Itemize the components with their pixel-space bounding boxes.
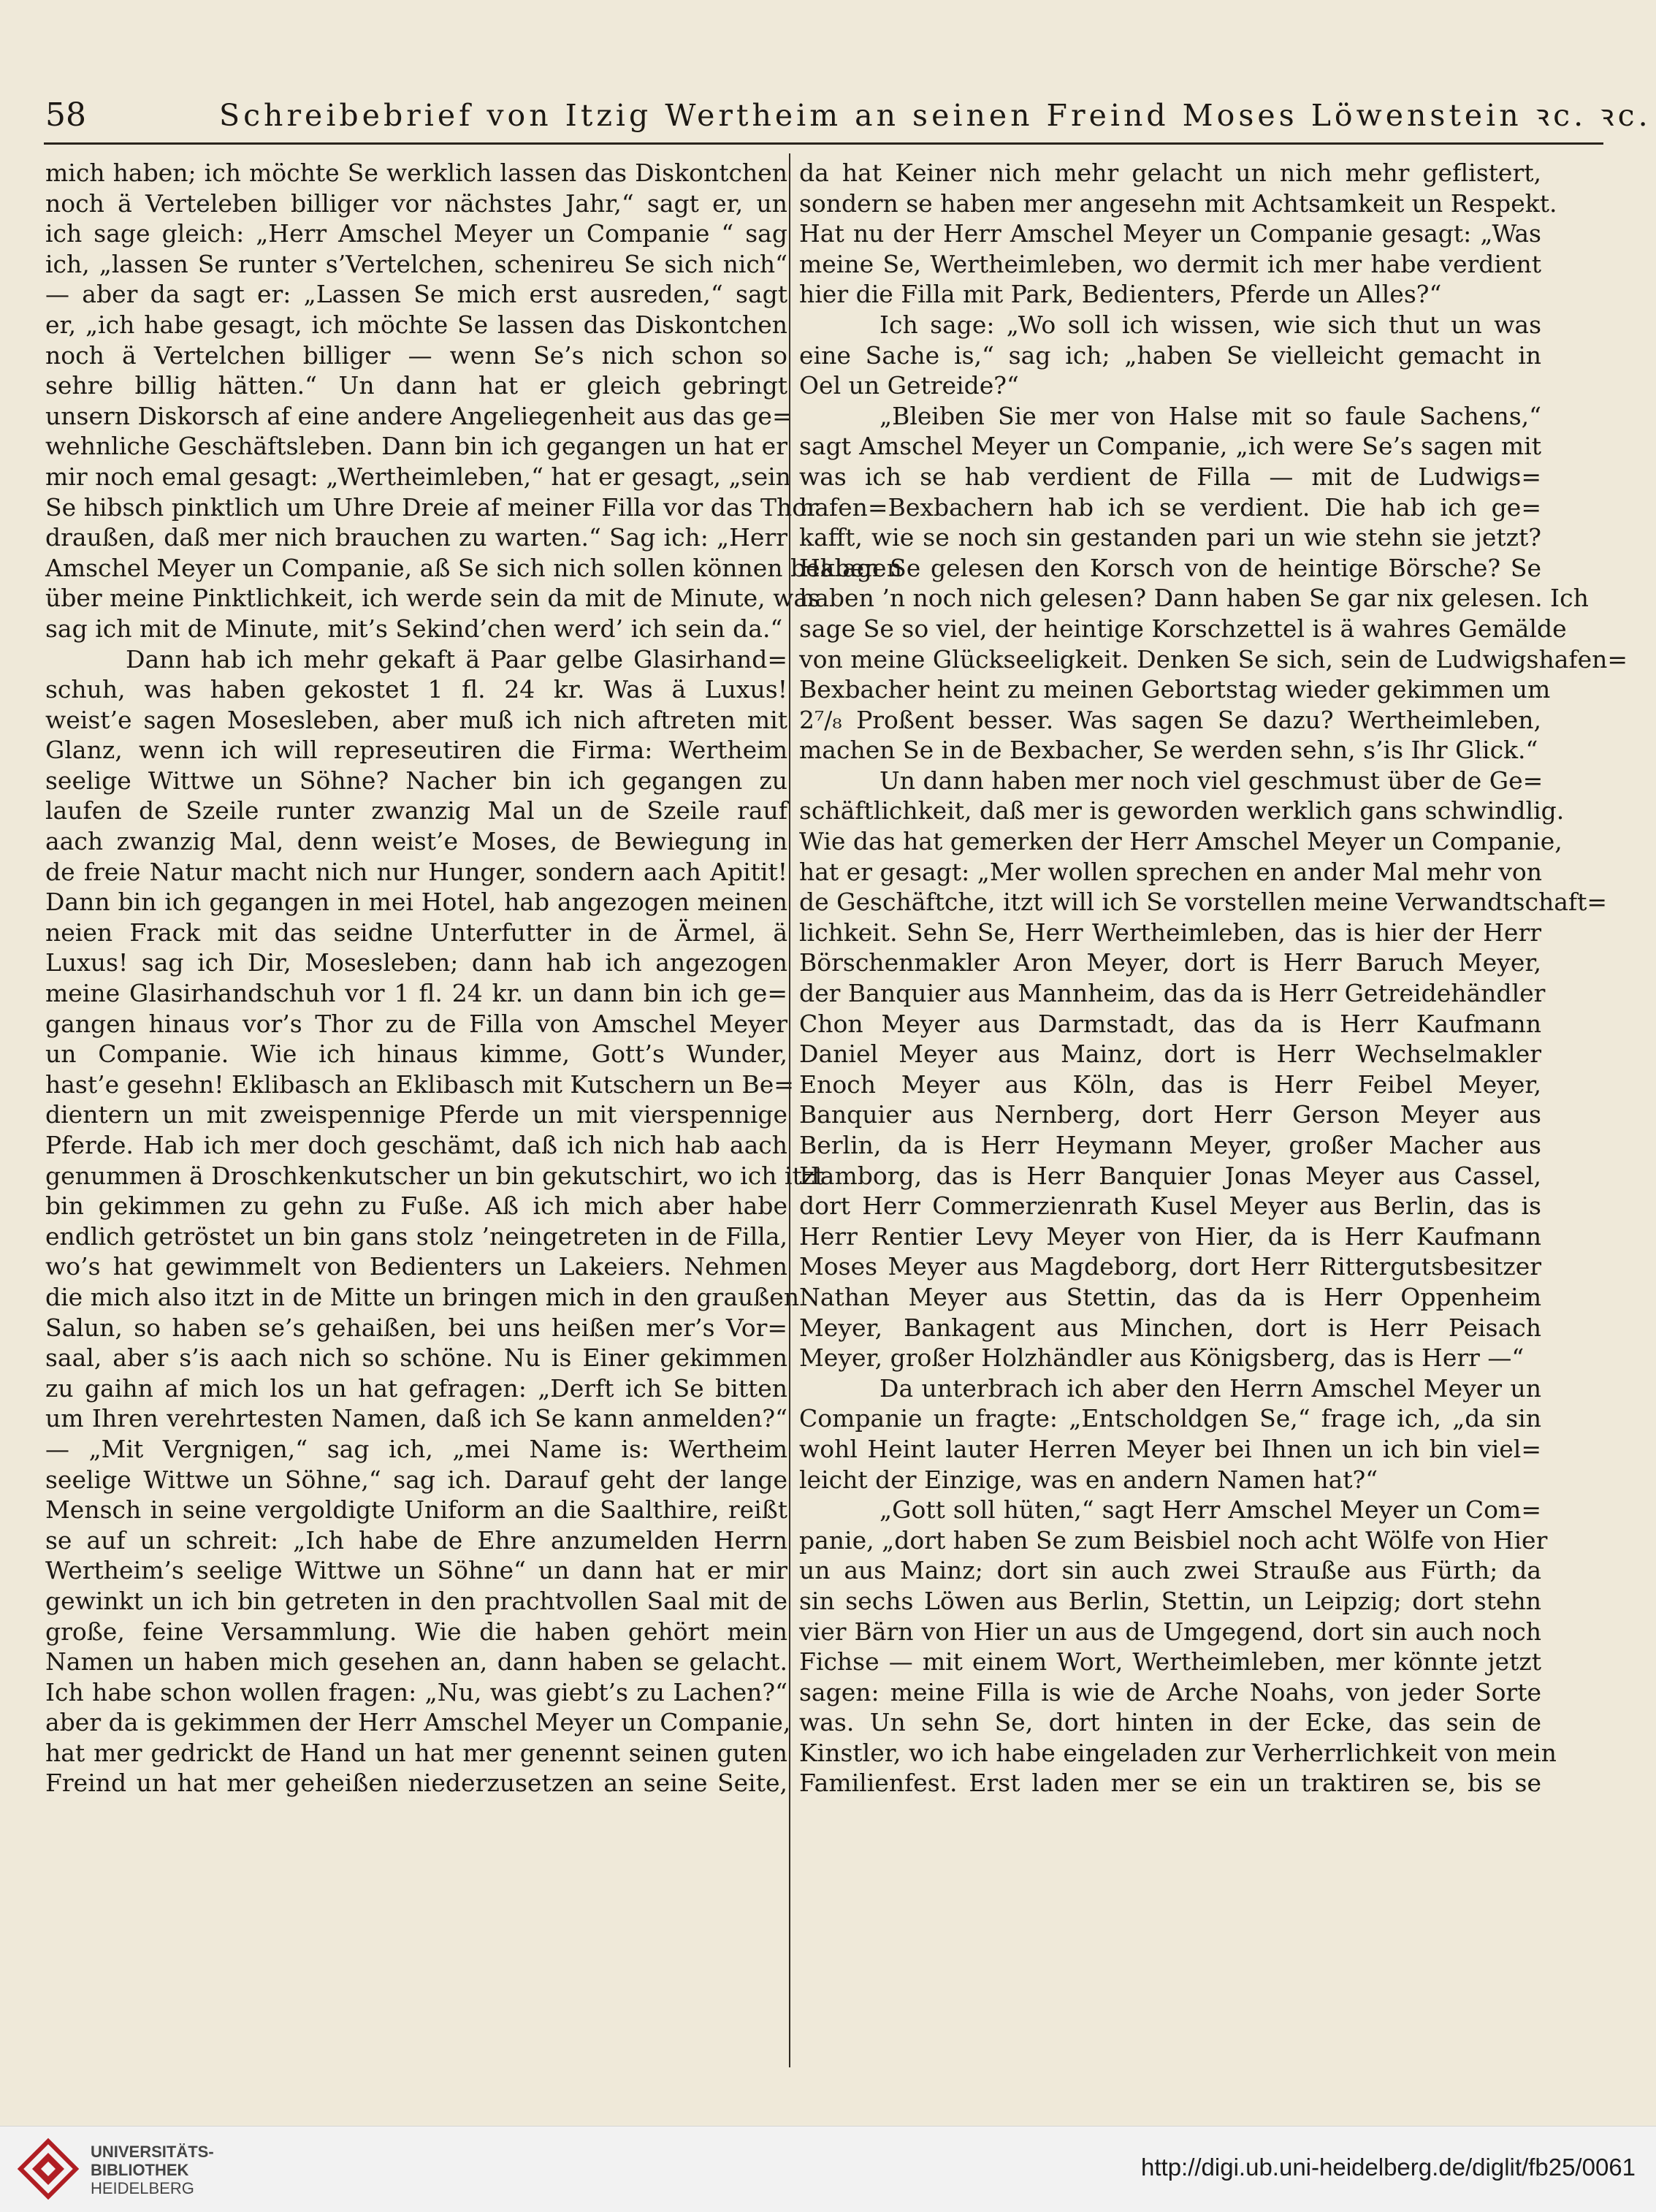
left-text-line: gangen hinaus vor’s Thor zu de Filla von Amschel Meyer xyxy=(45,1009,787,1038)
right-text-line: sage Se so viel, der heintige Korschzettel is ä wahres Gemälde xyxy=(799,614,1567,643)
left-text-line: Salun, so haben se’s gehaißen, bei uns heißen mer’s Vor= xyxy=(45,1313,787,1342)
right-text-line: meine Se, Wertheimleben, wo dermit ich mer habe verdient xyxy=(799,249,1541,278)
right-text-line: dort Herr Commerzienrath Kusel Meyer aus Berlin, das is xyxy=(799,1191,1541,1221)
right-text-line: Moses Meyer aus Magdeborg, dort Herr Rittergutsbesitzer xyxy=(799,1252,1541,1281)
right-text-line: Banquier aus Nernberg, dort Herr Gerson Meyer aus xyxy=(799,1100,1541,1129)
left-text-line: schuh, was haben gekostet 1 fl. 24 kr. Was ä Luxus! xyxy=(45,675,787,704)
right-text-line: Enoch Meyer aus Köln, das is Herr Feibel Meyer, xyxy=(799,1069,1541,1099)
left-text-line: Wertheim’s seelige Wittwe un Söhne“ un dann hat er mir xyxy=(45,1556,787,1585)
right-text-line: Oel un Getreide?“ xyxy=(799,371,1019,400)
left-text-column xyxy=(45,158,902,2072)
footer-bar xyxy=(0,2126,1656,2212)
right-text-line: sondern se haben mer angesehn mit Achtsamkeit un Respekt. xyxy=(799,188,1557,218)
right-text-line: der Banquier aus Mannheim, das da is Herr Getreidehändler xyxy=(799,979,1546,1008)
left-text-line: ich, „lassen Se runter s’Vertelchen, schenireu Se sich nich“ xyxy=(45,249,787,278)
right-text-line: hat er gesagt: „Mer wollen sprechen en ander Mal mehr von xyxy=(799,857,1543,886)
left-text-line: laufen de Szeile runter zwanzig Mal un de Szeile rauf xyxy=(45,796,787,825)
library-name-line-3: HEIDELBERG xyxy=(91,2179,194,2197)
right-text-line: hier die Filla mit Park, Bedienters, Pferde un Alles?“ xyxy=(799,280,1442,309)
right-text-line: Companie un fragte: „Entscholdgen Se,“ frage ich, „da sin xyxy=(799,1404,1541,1433)
right-text-line: was. Un sehn Se, dort hinten in der Ecke, das sein de xyxy=(799,1708,1541,1737)
right-text-line: schäftlichkeit, daß mer is geworden werklich gans schwindlig. xyxy=(799,796,1565,825)
right-text-line: panie, „dort haben Se zum Beisbiel noch acht Wölfe von Hier xyxy=(799,1525,1548,1555)
left-text-line: Glanz, wenn ich will represeutiren die Firma: Wertheim xyxy=(45,736,787,765)
left-text-line: Namen un haben mich gesehen an, dann haben se gelacht. xyxy=(45,1647,787,1677)
right-text-line: Fichse — mit einem Wort, Wertheimleben, mer könnte jetzt xyxy=(799,1647,1541,1677)
permalink-url[interactable]: http://digi.ub.uni-heidelberg.de/diglit/fb25/0061 xyxy=(1141,2154,1636,2181)
running-head: Schreibebrief von Itzig Wertheim an seinen Freind Moses Löwenstein ꝛc. ꝛc. xyxy=(219,98,1652,133)
left-text-line: Dann bin ich gegangen in mei Hotel, hab angezogen meinen xyxy=(45,888,787,917)
left-text-line: Luxus! sag ich Dir, Mosesleben; dann hab ich angezogen xyxy=(45,948,787,977)
left-text-line: de freie Natur macht nich nur Hunger, sondern aach Apitit! xyxy=(45,857,787,886)
left-text-line: — aber da sagt er: „Lassen Se mich erst ausreden,“ sagt xyxy=(45,280,787,309)
right-text-line: Hamborg, das is Herr Banquier Jonas Meyer aus Cassel, xyxy=(799,1161,1541,1190)
right-text-line: lichkeit. Sehn Se, Herr Wertheimleben, das is hier der Herr xyxy=(799,918,1541,947)
left-text-line: Dann hab ich mehr gekaft ä Paar gelbe Glasirhand= xyxy=(126,644,787,674)
left-text-line: noch ä Vertelchen billiger — wenn Se’s nich schon so xyxy=(45,340,787,370)
right-text-line: hafen=Bexbachern hab ich se verdient. Die hab ich ge= xyxy=(799,492,1541,522)
library-name-line-2: BIBLIOTHEK xyxy=(91,2161,189,2179)
right-text-line: Haben Se gelesen den Korsch von de heintige Börsche? Se xyxy=(799,553,1541,582)
left-text-line: saal, aber s’is aach nich so schöne. Nu is Einer gekimmen xyxy=(45,1343,787,1373)
left-text-line: wo’s hat gewimmelt von Bedienters un Lakeiers. Nehmen xyxy=(45,1252,787,1281)
right-text-line: Bexbacher heint zu meinen Gebortstag wieder gekimmen um xyxy=(799,675,1551,704)
right-text-line: sagt Amschel Meyer un Companie, „ich were Se’s sagen mit xyxy=(799,432,1541,461)
left-text-line: weist’e sagen Mosesleben, aber muß ich nich aftreten mit xyxy=(45,705,787,734)
left-text-line: bin gekimmen zu gehn zu Fuße. Aß ich mich aber habe xyxy=(45,1191,787,1221)
right-text-line: Chon Meyer aus Darmstadt, das da is Herr Kaufmann xyxy=(799,1009,1541,1038)
left-text-line: die mich also itzt in de Mitte un bringen mich in den graußen xyxy=(45,1282,800,1311)
left-text-line: sag ich mit de Minute, mit’s Sekind’chen werd’ ich sein da.“ xyxy=(45,614,783,643)
right-text-line: Da unterbrach ich aber den Herrn Amschel Meyer un xyxy=(879,1373,1541,1403)
left-text-line: seelige Wittwe un Söhne? Nacher bin ich gegangen zu xyxy=(45,766,787,795)
right-text-line: sagen: meine Filla is wie de Arche Noahs, von jeder Sorte xyxy=(799,1677,1541,1706)
right-text-line: Un dann haben mer noch viel geschmust über de Ge= xyxy=(879,766,1544,795)
left-text-line: se auf un schreit: „Ich habe de Ehre anzumelden Herrn xyxy=(45,1525,787,1555)
right-text-line: Herr Rentier Levy Meyer von Hier, da is Herr Kaufmann xyxy=(799,1221,1541,1251)
right-text-line: Meyer, Bankagent aus Minchen, dort is Herr Peisach xyxy=(799,1313,1541,1342)
right-text-line: machen Se in de Bexbacher, Se werden sehn, s’is Ihr Glick.“ xyxy=(799,736,1538,765)
right-text-line: wohl Heint lauter Herren Meyer bei Ihnen un ich bin viel= xyxy=(799,1434,1541,1463)
right-text-line: von meine Glückseeligkeit. Denken Se sich, sein de Ludwigshafen= xyxy=(799,644,1628,674)
right-text-line: Familienfest. Erst laden mer se ein un traktiren se, bis se xyxy=(799,1769,1541,1798)
right-text-line: was ich se hab verdient de Filla — mit de Ludwigs= xyxy=(799,462,1541,491)
right-text-line: Berlin, da is Herr Heymann Meyer, großer Macher aus xyxy=(799,1131,1541,1159)
left-text-line: sehre billig hätten.“ Un dann hat er gleich gebringt xyxy=(45,371,787,400)
right-text-line: „Bleiben Sie mer von Halse mit so faule Sachens,“ xyxy=(879,401,1541,430)
left-text-line: aach zwanzig Mal, denn weist’e Moses, de Bewiegung in xyxy=(45,827,787,856)
left-text-line: zu gaihn af mich los un hat gefragen: „Derft ich Se bitten xyxy=(45,1373,787,1403)
left-text-line: aber da is gekimmen der Herr Amschel Meyer un Companie, xyxy=(45,1708,791,1737)
header-rule xyxy=(44,142,1603,145)
library-name xyxy=(91,2143,214,2197)
right-text-line: Wie das hat gemerken der Herr Amschel Meyer un Companie, xyxy=(799,827,1562,856)
left-text-line: wehnliche Geschäftsleben. Dann bin ich gegangen un hat er xyxy=(45,432,787,461)
left-text-line: hat mer gedrickt de Hand un hat mer genennt seinen guten xyxy=(45,1738,787,1767)
left-text-line: unsern Diskorsch af eine andere Angeliegenheit aus das ge= xyxy=(45,401,793,430)
right-text-line: „Gott soll hüten,“ sagt Herr Amschel Meyer un Com= xyxy=(879,1495,1541,1525)
right-text-line: eine Sache is,“ sag ich; „haben Se vielleicht gemacht in xyxy=(799,340,1541,370)
left-text-line: genummen ä Droschkenkutscher un bin gekutschirt, wo ich itzt xyxy=(45,1161,825,1190)
left-text-line: noch ä Verteleben billiger vor nächstes Jahr,“ sagt er, un xyxy=(45,188,787,218)
column-divider xyxy=(789,153,790,2067)
right-text-line: kafft, wie se noch sin gestanden pari un wie stehn sie jetzt? xyxy=(799,523,1541,552)
right-text-line: haben ’n noch nich gelesen? Dann haben Se gar nix gelesen. Ich xyxy=(799,584,1589,613)
left-text-line: er, „ich habe gesagt, ich möchte Se lassen das Diskontchen xyxy=(45,310,787,339)
library-logo-icon xyxy=(16,2137,80,2201)
right-text-column xyxy=(799,158,1628,2072)
right-text-line: un aus Mainz; dort sin auch zwei Strauße aus Fürth; da xyxy=(799,1556,1541,1585)
left-text-line: meine Glasirhandschuh vor 1 fl. 24 kr. un dann bin ich ge= xyxy=(45,979,787,1008)
left-text-line: große, feine Versammlung. Wie die haben gehört mein xyxy=(45,1617,787,1646)
left-text-line: Freind un hat mer geheißen niederzusetzen an seine Seite, xyxy=(45,1769,787,1798)
right-text-line: Nathan Meyer aus Stettin, das da is Herr Oppenheim xyxy=(799,1282,1541,1311)
left-text-line: draußen, daß mer nich brauchen zu warten.“ Sag ich: „Herr xyxy=(45,523,787,552)
left-text-line: ich sage gleich: „Herr Amschel Meyer un Companie “ sag xyxy=(45,219,787,248)
left-text-line: um Ihren verehrtesten Namen, daß ich Se kann anmelden?“ xyxy=(45,1404,787,1433)
right-text-line: leicht der Einzige, was en andern Namen hat?“ xyxy=(799,1465,1378,1494)
right-text-line: Börschenmakler Aron Meyer, dort is Herr Baruch Meyer, xyxy=(799,948,1541,977)
left-text-line: seelige Wittwe un Söhne,“ sag ich. Darauf geht der lange xyxy=(45,1465,787,1494)
left-text-line: un Companie. Wie ich hinaus kimme, Gott’s Wunder, xyxy=(45,1040,787,1069)
left-text-line: Ich habe schon wollen fragen: „Nu, was giebt’s zu Lachen?“ xyxy=(45,1677,787,1706)
right-text-line: da hat Keiner nich mehr gelacht un nich mehr geflistert, xyxy=(799,159,1541,187)
left-text-line: endlich getröstet un bin gans stolz ’neingetreten in de Filla, xyxy=(45,1221,787,1251)
right-text-line: sin sechs Löwen aus Berlin, Stettin, un Leipzig; dort stehn xyxy=(799,1586,1541,1615)
left-text-line: Se hibsch pinktlich um Uhre Dreie af meiner Filla vor das Thor xyxy=(45,492,818,522)
left-text-line: hast’e gesehn! Eklibasch an Eklibasch mit Kutschern un Be= xyxy=(45,1069,794,1099)
left-text-line: Amschel Meyer un Companie, aß Se sich nich sollen können beklagen xyxy=(45,553,902,582)
library-name-line-1: UNIVERSITÄTS- xyxy=(91,2143,214,2161)
left-text-line: mir noch emal gesagt: „Wertheimleben,“ hat er gesagt, „sein xyxy=(45,462,791,491)
right-text-line: 2⁷/₈ Proßent besser. Was sagen Se dazu? Wertheimleben, xyxy=(799,705,1541,734)
right-text-line: Kinstler, wo ich habe eingeladen zur Verherrlichkeit von mein xyxy=(799,1738,1557,1767)
right-text-line: de Geschäftche, itzt will ich Se vorstellen meine Verwandtschaft= xyxy=(799,888,1608,917)
left-text-line: dientern un mit zweispennige Pferde un mit vierspennige xyxy=(45,1100,787,1129)
left-text-line: — „Mit Vergnigen,“ sag ich, „mei Name is: Wertheim xyxy=(45,1434,787,1463)
left-text-line: neien Frack mit das seidne Unterfutter in de Ärmel, ä xyxy=(45,918,787,947)
right-text-line: Ich sage: „Wo soll ich wissen, wie sich thut un was xyxy=(879,310,1541,339)
right-text-line: Daniel Meyer aus Mainz, dort is Herr Wechselmakler xyxy=(799,1040,1541,1069)
right-text-line: vier Bärn von Hier un aus de Umgegend, dort sin auch noch xyxy=(799,1617,1541,1646)
left-text-line: Pferde. Hab ich mer doch geschämt, daß ich nich hab aach xyxy=(45,1131,787,1159)
left-text-line: über meine Pinktlichkeit, ich werde sein da mit de Minute, was xyxy=(45,584,820,613)
page-number: 58 xyxy=(45,96,86,134)
left-text-line: Mensch in seine vergoldigte Uniform an die Saalthire, reißt xyxy=(45,1495,787,1525)
right-text-line: Hat nu der Herr Amschel Meyer un Companie gesagt: „Was xyxy=(799,219,1541,248)
left-text-line: gewinkt un ich bin getreten in den prachtvollen Saal mit de xyxy=(45,1586,787,1615)
right-text-line: Meyer, großer Holzhändler aus Königsberg, das is Herr —“ xyxy=(799,1343,1525,1373)
left-text-line: mich haben; ich möchte Se werklich lassen das Diskontchen xyxy=(45,159,787,187)
